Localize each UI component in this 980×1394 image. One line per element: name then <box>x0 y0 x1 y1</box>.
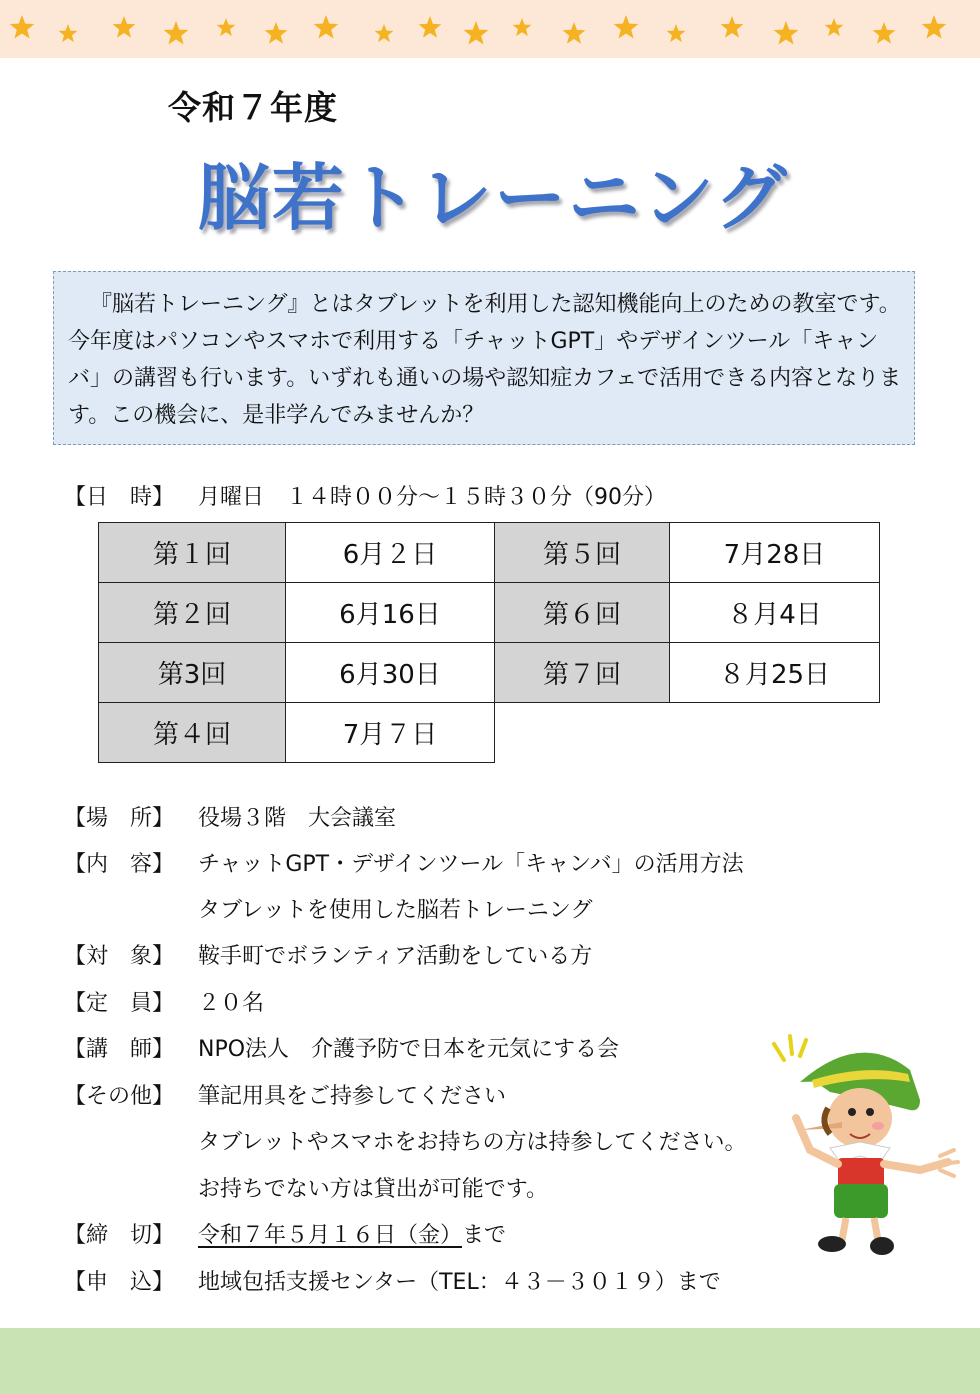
top-star-band <box>0 0 980 58</box>
session-number: 第２回 <box>99 583 286 643</box>
session-number: 第６回 <box>495 583 670 643</box>
session-date: 6月２日 <box>286 523 495 583</box>
star-icon <box>563 22 586 44</box>
other-value-3: お持ちでない方は貸出が可能です。 <box>198 1177 549 1202</box>
star-icon <box>464 21 489 45</box>
star-icon <box>667 24 686 42</box>
capacity-value: ２０名 <box>198 991 265 1016</box>
star-icon <box>10 15 35 39</box>
deadline-value <box>198 1218 506 1249</box>
table-row <box>99 583 880 643</box>
target-value: 鞍手町でボランティア活動をしている方 <box>198 944 593 969</box>
bottom-band <box>0 1328 980 1394</box>
other-value-1: 筆記用具をご持参してください <box>198 1084 507 1109</box>
instructor-value: NPO法人 介護予防で日本を元気にする会 <box>198 1037 620 1062</box>
session-date: 6月30日 <box>286 643 495 703</box>
deadline-label: 【締 切】 <box>64 1223 175 1248</box>
star-icon <box>513 18 532 36</box>
capacity-label: 【定 員】 <box>64 991 175 1016</box>
apply-value: 地域包括支援センター（TEL：４３－３０１９）まで <box>198 1270 721 1295</box>
empty-cell <box>495 703 670 763</box>
table-row <box>99 523 880 583</box>
deadline-suffix: まで <box>462 1223 507 1248</box>
session-number: 第１回 <box>99 523 286 583</box>
star-decoration <box>0 0 980 58</box>
schedule-table <box>98 522 880 763</box>
content-value-1: チャットGPT・デザインツール「キャンバ」の活用方法 <box>198 852 744 877</box>
star-icon <box>314 15 339 39</box>
star-icon <box>375 24 394 42</box>
star-icon <box>113 16 136 38</box>
session-number: 第４回 <box>99 703 286 763</box>
session-date: 6月16日 <box>286 583 495 643</box>
instructor-label: 【講 師】 <box>64 1037 175 1062</box>
star-icon <box>825 18 844 36</box>
content-value-2: タブレットを使用した脳若トレーニング <box>198 898 593 923</box>
star-icon <box>217 18 236 36</box>
empty-cell <box>670 703 880 763</box>
other-value-2: タブレットやスマホをお持ちの方は持参してください。 <box>198 1130 747 1155</box>
star-icon <box>922 15 947 39</box>
star-icon <box>59 24 78 42</box>
table-row <box>99 703 880 763</box>
star-icon <box>419 16 442 38</box>
star-icon <box>774 21 799 45</box>
intro-box <box>53 271 915 445</box>
table-row <box>99 643 880 703</box>
session-number: 第５回 <box>495 523 670 583</box>
intro-text: 『脳若トレーニング』とはタブレットを利用した認知機能向上のための教室です。今年度はパソコンやスマホで利用する「チャットGPT」やデザインツール「キャンバ」の講習も行います。いずれも通いの場や認知症カフェで活用できる内容となります。この機会に、是非学んでみませんか？ <box>68 292 902 428</box>
star-icon <box>265 22 288 44</box>
session-date: 7月28日 <box>670 523 880 583</box>
place-label: 【場 所】 <box>64 806 175 831</box>
page-title: 脳若トレーニング <box>198 156 789 240</box>
star-icon <box>721 16 744 38</box>
target-label: 【対 象】 <box>64 944 175 969</box>
star-icon <box>164 21 189 45</box>
session-number: 第3回 <box>99 643 286 703</box>
star-icon <box>614 15 639 39</box>
session-date: ８月4日 <box>670 583 880 643</box>
other-label: 【その他】 <box>64 1084 175 1109</box>
fiscal-year-heading: 令和７年度 <box>168 88 338 127</box>
session-number: 第７回 <box>495 643 670 703</box>
apply-label: 【申 込】 <box>64 1270 175 1295</box>
deadline-date: 令和７年５月１６日（金） <box>198 1223 463 1248</box>
content-label: 【内 容】 <box>64 852 175 877</box>
place-value: 役場３階 大会議室 <box>198 806 397 831</box>
mascot-illustration <box>770 1030 960 1260</box>
datetime-label: 【日 時】 <box>64 485 175 510</box>
session-date: 7月７日 <box>286 703 495 763</box>
session-date: ８月25日 <box>670 643 880 703</box>
star-icon <box>873 22 896 44</box>
datetime-value: 月曜日 １４時００分～１５時３０分（90分） <box>198 485 666 510</box>
